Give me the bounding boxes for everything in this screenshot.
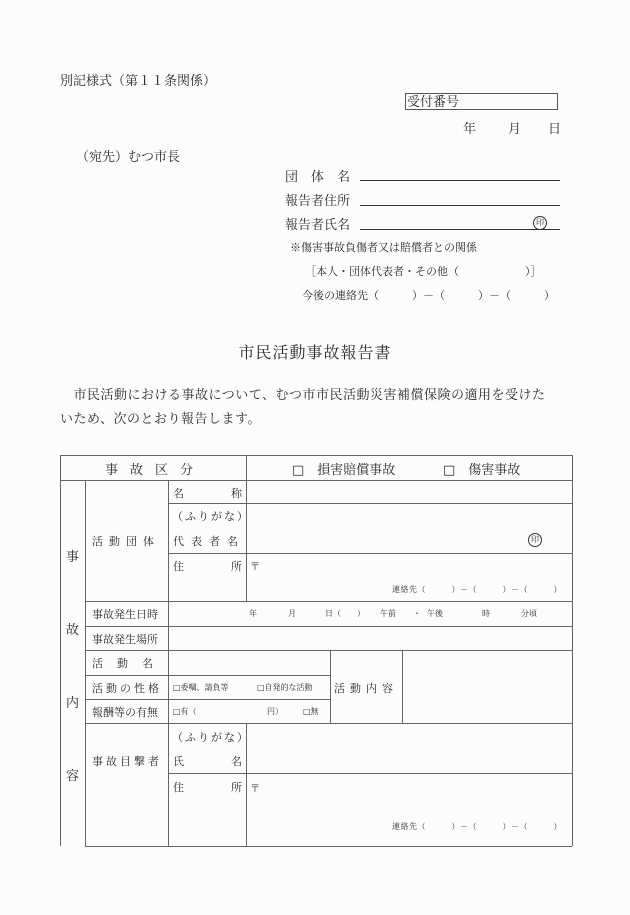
- reporter-address-field[interactable]: [360, 205, 560, 206]
- datetime-label: 事故発生日時: [92, 608, 158, 621]
- compensation-label: 報酬等の有無: [92, 706, 158, 719]
- group-name-field[interactable]: [247, 481, 571, 502]
- nature-option-voluntary[interactable]: □自発的な活動: [257, 683, 313, 692]
- activity-name-label: 活動名: [92, 657, 167, 670]
- group-rep-field[interactable]: [247, 504, 571, 552]
- label-char: 住: [173, 781, 184, 794]
- postal-mark: 〒: [250, 784, 260, 795]
- group-name-row-label: [173, 485, 242, 501]
- grid-line: [246, 455, 247, 480]
- group-address-field[interactable]: [262, 555, 570, 579]
- grid-line: [85, 480, 86, 846]
- relation-note: ※傷害事故負傷者又は賠償者との関係: [290, 241, 477, 254]
- addressee: （宛先）むつ市長: [76, 150, 181, 165]
- grid-line: [168, 553, 572, 554]
- group-rep-label: 代表者名: [173, 535, 245, 548]
- table-border-top: [60, 455, 572, 456]
- dt-am[interactable]: 午前: [380, 609, 396, 618]
- future-contact: 今後の連絡先（ ）－（ ）－（ ）: [302, 289, 555, 302]
- activity-name-field[interactable]: [169, 651, 329, 674]
- place-field[interactable]: [169, 627, 571, 649]
- relation-options: ［本人・団体代表者・その他（ ）］: [305, 265, 542, 278]
- table-border-right: [572, 455, 573, 846]
- date-year: 年: [463, 122, 477, 137]
- grid-line: [330, 650, 331, 723]
- witness-contact: 連絡先（ ）－（ ）－（ ）: [392, 822, 562, 831]
- label-char: 住: [173, 560, 184, 573]
- witness-address-field[interactable]: [262, 775, 570, 815]
- option-damage-liability[interactable]: □ 損害賠償事故: [292, 463, 396, 478]
- witness-name-label: [173, 753, 242, 769]
- witness-name-field[interactable]: [247, 724, 571, 772]
- postal-mark: 〒: [250, 562, 260, 573]
- table-border-bottom: [85, 846, 572, 847]
- receipt-number-field[interactable]: 受付番号: [405, 93, 558, 110]
- option-injury[interactable]: □ 傷害事故: [443, 463, 521, 478]
- side-label-char: 故: [66, 623, 80, 638]
- witness-label: 事故目撃者: [92, 755, 162, 768]
- side-label-char: 容: [66, 769, 80, 784]
- compensation-option-yes[interactable]: □有（: [173, 707, 197, 716]
- dt-minute: 分頃: [521, 609, 537, 618]
- group-seal-icon: 印: [528, 533, 542, 547]
- side-label-char: 事: [66, 550, 80, 565]
- reporter-name-label: 報告者氏名: [285, 218, 351, 233]
- group-contact: 連絡先（ ）－（ ）－（ ）: [392, 585, 562, 594]
- dt-hour: 時: [482, 609, 490, 618]
- label-char: 名: [231, 755, 242, 768]
- form-reference: 別記様式（第１１条関係）: [60, 74, 217, 89]
- label-char: 氏: [173, 755, 184, 768]
- grid-line: [168, 773, 572, 774]
- label-char: 所: [231, 781, 242, 794]
- label-char: 称: [231, 487, 242, 500]
- group-name-label: 団 体 名: [285, 170, 351, 185]
- date-day: 日: [548, 122, 562, 137]
- group-name-field[interactable]: [360, 180, 560, 181]
- intro-line-1: 市民活動における事故について、むつ市市民活動災害補償保険の適用を受けた: [60, 388, 546, 403]
- accident-category-label: 事故区分: [105, 463, 206, 478]
- activity-nature-label: 活動の性格: [92, 682, 162, 695]
- reporter-name-field[interactable]: [360, 229, 560, 230]
- compensation-option-no[interactable]: □無: [303, 707, 319, 716]
- place-label: 事故発生場所: [92, 633, 158, 646]
- intro-line-2: いため、次のとおり報告します。: [60, 412, 261, 427]
- witness-address-label: [173, 779, 242, 795]
- document-title: 市民活動事故報告書: [238, 343, 392, 362]
- date-month: 月: [508, 122, 522, 137]
- group-label: 活動団体: [92, 535, 160, 548]
- reporter-address-label: 報告者住所: [285, 194, 351, 209]
- side-label-char: 内: [66, 696, 80, 711]
- compensation-yen: 円）: [267, 707, 283, 716]
- nature-option-commission[interactable]: □委嘱、請負等: [173, 683, 229, 692]
- grid-line: [85, 699, 330, 700]
- dt-pm[interactable]: 午後: [427, 609, 443, 618]
- label-char: 名: [173, 487, 184, 500]
- dt-month: 月: [288, 609, 296, 618]
- table-border-left: [60, 455, 61, 846]
- seal-icon: 印: [533, 216, 547, 230]
- activity-content-field[interactable]: [403, 651, 571, 722]
- dt-year: 年: [249, 609, 257, 618]
- dt-day: 日（ ）: [325, 609, 365, 618]
- dt-separator: ・: [413, 609, 421, 618]
- label-char: 所: [231, 560, 242, 573]
- grid-line: [85, 675, 330, 676]
- grid-line: [85, 601, 572, 602]
- group-furigana-label: （ふりがな）: [172, 510, 250, 523]
- activity-content-label: 活動内容: [334, 682, 398, 695]
- group-address-label: [173, 558, 242, 574]
- witness-furigana-label: （ふりがな）: [172, 731, 250, 744]
